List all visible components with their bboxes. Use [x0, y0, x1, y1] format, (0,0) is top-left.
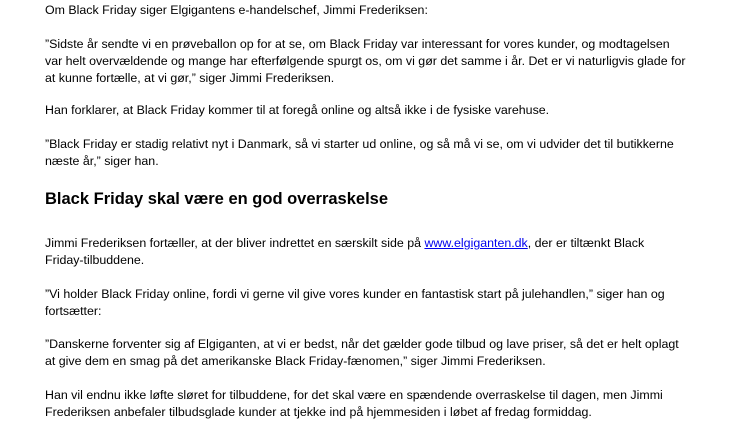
paragraph-quote-3	[45, 286, 665, 320]
paragraph-explanation	[45, 102, 549, 119]
paragraph-line: at kunne fortælle, at vi gør,” siger Jimmi Frederiksen.	[45, 71, 335, 85]
paragraph-line: Om Black Friday siger Elgigantens e-handelschef, Jimmi Frederiksen:	[45, 3, 428, 17]
paragraph-line: fortsætter:	[45, 304, 102, 318]
paragraph-line: at give dem en smag på det amerikanske Black Friday-fænomen,” siger Jimmi Frederiksen.	[45, 354, 546, 368]
paragraph-line: Han forklarer, at Black Friday kommer til at foregå online og altså ikke i de fysiske varehuse.	[45, 103, 550, 117]
paragraph-line: Friday-tilbuddene.	[45, 253, 145, 267]
paragraph-line: Frederiksen anbefaler tilbudsglade kunder at tjekke ind på hjemmesiden i løbet af fredag formiddag.	[45, 405, 592, 419]
paragraph-closing	[45, 387, 663, 421]
paragraph-quote-1	[45, 36, 686, 87]
paragraph-line: ”Black Friday er stadig relativt nyt i Danmark, så vi starter ud online, og så må vi se, om vi udvider det til butikkerne	[45, 137, 674, 151]
paragraph-quote-4	[45, 336, 679, 370]
paragraph-line: ”Vi holder Black Friday online, fordi vi gerne vil give vores kunder en fantastisk start på julehandlen,” siger han og	[45, 287, 665, 301]
paragraph-quote-2	[45, 136, 674, 170]
paragraph-line: næste år,” siger han.	[45, 154, 159, 168]
elgiganten-website-link[interactable]: www.elgiganten.dk	[424, 236, 528, 250]
paragraph-website	[45, 235, 644, 269]
text-before-link: Jimmi Frederiksen fortæller, at der bliver indrettet en særskilt side på	[45, 236, 425, 250]
section-heading: Black Friday skal være en god overraskelse	[45, 190, 389, 208]
text-after-link: , der er tiltænkt Black	[527, 236, 645, 250]
paragraph-line: ”Danskerne forventer sig af Elgiganten, at vi er bedst, når det gælder gode tilbud og lave priser, så det er helt oplagt	[45, 337, 679, 351]
paragraph-line	[45, 235, 644, 252]
paragraph-line: var helt overvældende og mange har efterfølgende spurgt os, om vi gør det samme i år. Det er vi naturligvis glade for	[45, 54, 686, 68]
paragraph-line: Han vil endnu ikke løfte sløret for tilbuddene, for det skal være en spændende overraskelse til dagen, men Jimmi	[45, 388, 663, 402]
paragraph-intro	[45, 2, 428, 19]
paragraph-line: ”Sidste år sendte vi en prøveballon op for at se, om Black Friday var interessant for vores kunder, og modtagelsen	[45, 37, 670, 51]
